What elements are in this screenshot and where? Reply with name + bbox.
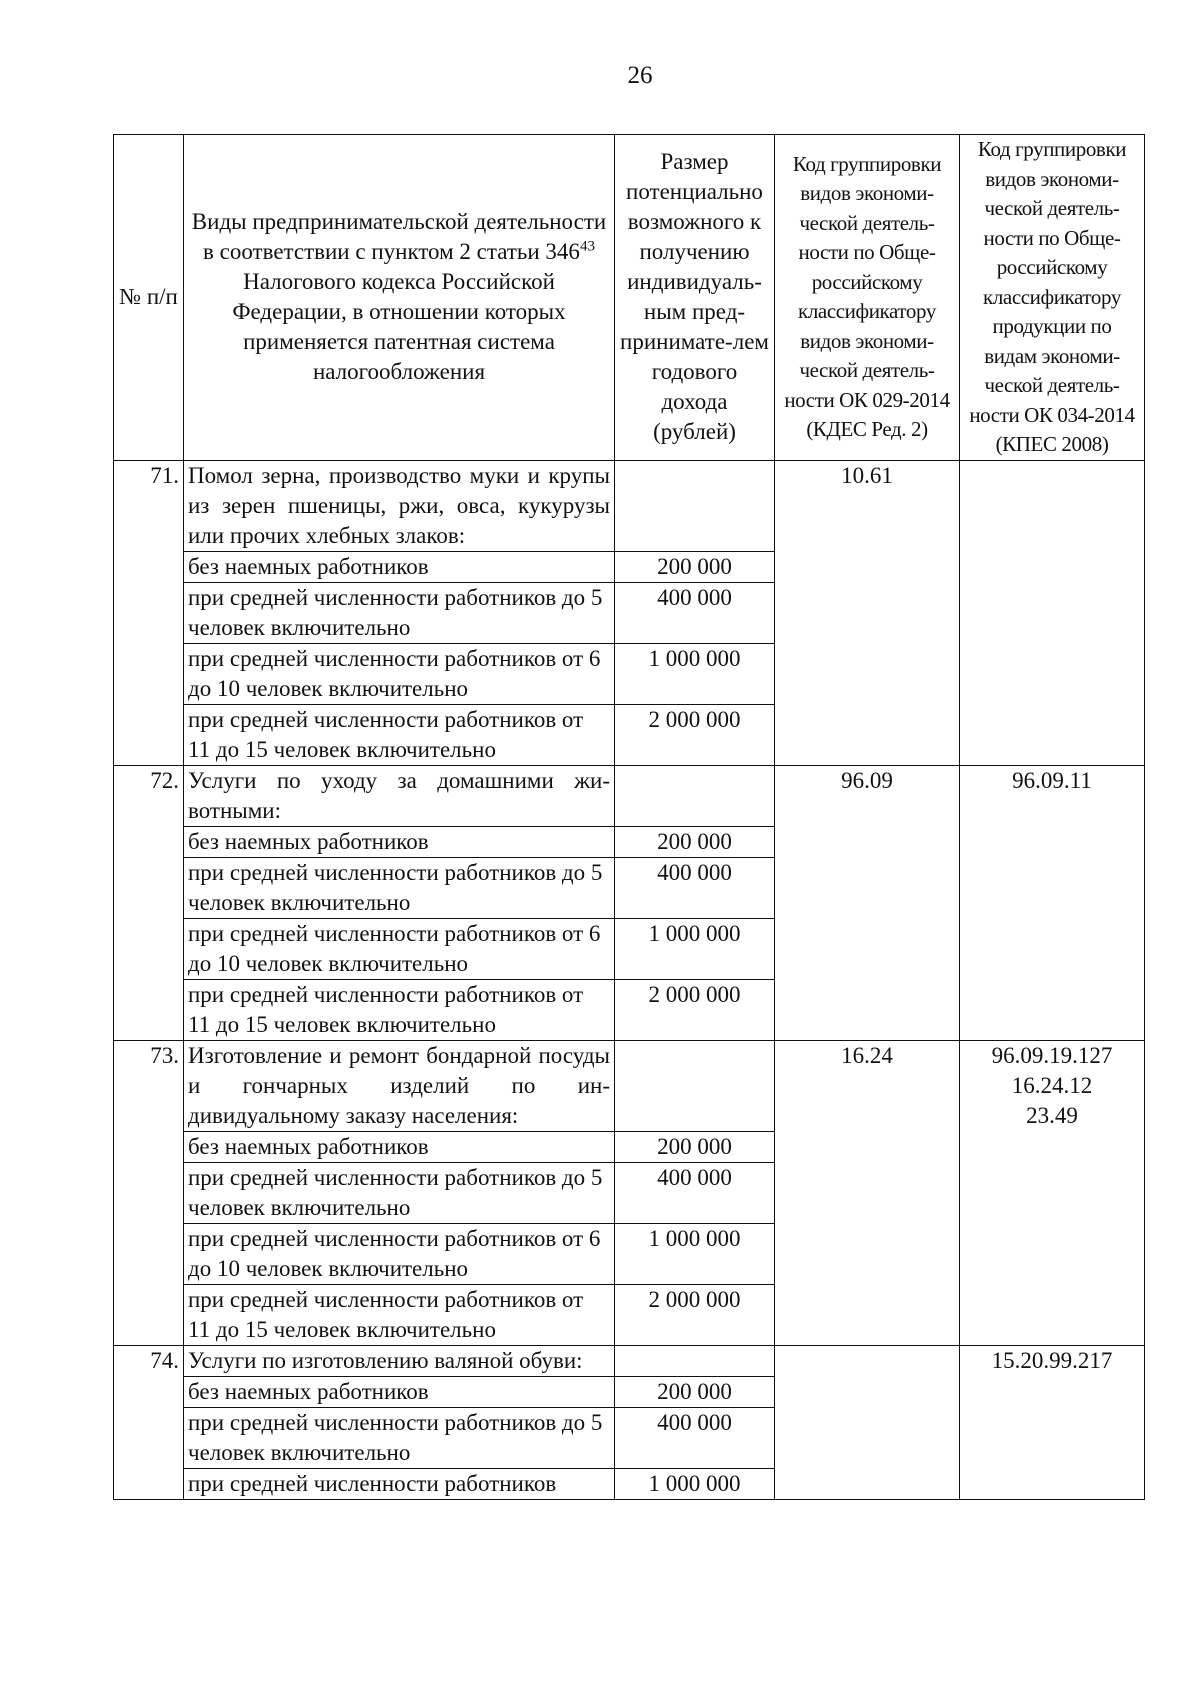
okpd-codes <box>960 765 1145 1040</box>
table-row <box>114 460 1145 551</box>
row-number: 73. <box>114 1040 184 1345</box>
table-row <box>114 765 1145 826</box>
activity-title: Изготовление и ремонт бондарной посуды и гончарных изделий по ин-дивидуальному заказу населения: <box>184 1040 615 1131</box>
okved-code: 10.61 <box>775 460 960 765</box>
employee-condition: при средней численности работников от 11 до 15 человек включительно <box>184 979 615 1040</box>
activity-title: Услуги по уходу за домашними жи-вотными: <box>184 765 615 826</box>
employee-condition: при средней численности работников до 5 человек включительно <box>184 857 615 918</box>
table-row <box>114 1345 1145 1376</box>
income-value: 400 000 <box>615 1407 775 1468</box>
income-empty-cell <box>615 765 775 826</box>
header-okved-code: Код группировки видов экономи-ческой деятель-ности по Обще-российскому классификатору видов экономи-ческой деятель-ности ОК 029-2014 (КДЕС Ред. 2) <box>775 135 960 461</box>
employee-condition: при средней численности работников до 5 человек включительно <box>184 582 615 643</box>
page-number: 26 <box>627 62 653 89</box>
income-value: 200 000 <box>615 1131 775 1162</box>
income-value: 200 000 <box>615 826 775 857</box>
okpd-codes <box>960 1345 1145 1499</box>
okpd-codes <box>960 460 1145 765</box>
table-row <box>114 1040 1145 1131</box>
activity-title: Услуги по изготовлению валяной обуви: <box>184 1345 615 1376</box>
okved-code <box>775 1345 960 1499</box>
employee-condition: без наемных работников <box>184 551 615 582</box>
income-value: 1 000 000 <box>615 1468 775 1499</box>
employee-condition: при средней численности работников от 11 до 15 человек включительно <box>184 1284 615 1345</box>
employee-condition: при средней численности работников от 11 до 15 человек включительно <box>184 704 615 765</box>
income-value: 1 000 000 <box>615 918 775 979</box>
patent-activity-table <box>113 134 1145 1500</box>
okpd-codes <box>960 1040 1145 1345</box>
employee-condition: при средней численности работников от 6 до 10 человек включительно <box>184 1223 615 1284</box>
header-okpd-code: Код группировки видов экономи-ческой деятель-ности по Обще-российскому классификатору продукции по видам экономи-ческой деятель-ности ОК 034-2014 (КПЕС 2008) <box>960 135 1145 461</box>
income-value: 1 000 000 <box>615 643 775 704</box>
employee-condition: без наемных работников <box>184 1376 615 1407</box>
okpd-code: 23.49 <box>1026 1102 1078 1128</box>
table-header-row <box>114 135 1145 461</box>
row-number: 74. <box>114 1345 184 1499</box>
income-empty-cell <box>615 460 775 551</box>
income-empty-cell <box>615 1345 775 1376</box>
employee-condition: при средней численности работников от 6 до 10 человек включительно <box>184 918 615 979</box>
income-value: 2 000 000 <box>615 704 775 765</box>
employee-condition: без наемных работников <box>184 1131 615 1162</box>
okved-code: 16.24 <box>775 1040 960 1345</box>
income-value: 200 000 <box>615 1376 775 1407</box>
income-value: 400 000 <box>615 857 775 918</box>
income-value: 2 000 000 <box>615 979 775 1040</box>
okpd-code: 15.20.99.217 <box>991 1347 1113 1373</box>
income-value: 2 000 000 <box>615 1284 775 1345</box>
okpd-code: 16.24.12 <box>1011 1072 1093 1098</box>
income-value: 1 000 000 <box>615 1223 775 1284</box>
row-number: 71. <box>114 460 184 765</box>
employee-condition: при средней численности работников <box>184 1468 615 1499</box>
header-num: № п/п <box>114 135 184 461</box>
employee-condition: при средней численности работников от 6 до 10 человек включительно <box>184 643 615 704</box>
row-number: 72. <box>114 765 184 1040</box>
okpd-code: 96.09.11 <box>1012 767 1092 793</box>
income-value: 400 000 <box>615 1162 775 1223</box>
activity-title: Помол зерна, производство муки и крупы из зерен пшеницы, ржи, овса, кукурузы или прочих хлебных злаков: <box>184 460 615 551</box>
income-value: 200 000 <box>615 551 775 582</box>
income-empty-cell <box>615 1040 775 1131</box>
income-value: 400 000 <box>615 582 775 643</box>
employee-condition: при средней численности работников до 5 человек включительно <box>184 1162 615 1223</box>
header-activity-kind: Виды предпринимательской деятельности в соответствии с пунктом 2 статьи $346^{43}$ Налогового кодекса Российской Федерации, в отношении которых применяется патентная система налогообложения <box>184 135 615 461</box>
okved-code: 96.09 <box>775 765 960 1040</box>
employee-condition: без наемных работников <box>184 826 615 857</box>
employee-condition: при средней численности работников до 5 человек включительно <box>184 1407 615 1468</box>
header-income-size: Размер потенциально возможного к получению индивидуаль-ным пред-принимате-лем годового дохода (рублей) <box>615 135 775 461</box>
okpd-code: 96.09.19.127 <box>991 1042 1113 1068</box>
